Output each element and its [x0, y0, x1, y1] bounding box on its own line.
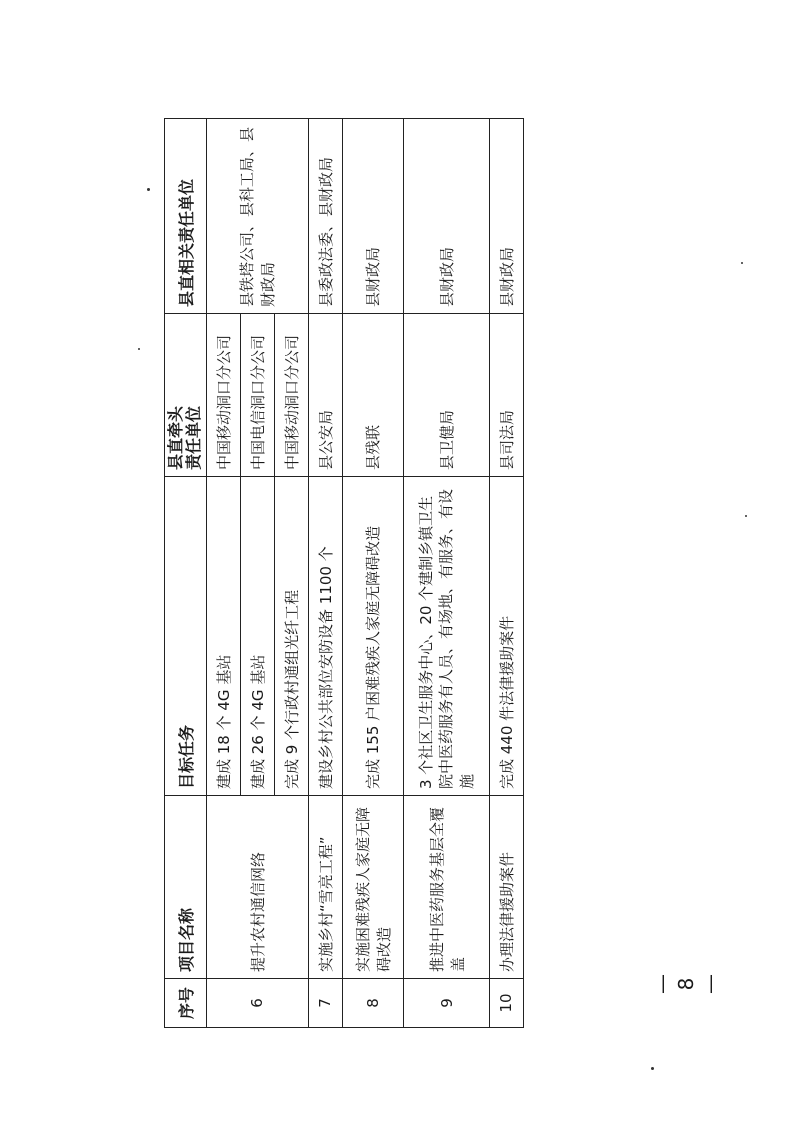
row-task: 完成 9 个行政村通组光纤工程 [274, 477, 308, 796]
table-header-row [165, 119, 207, 1028]
row-task: 完成 155 户困难残疾人家庭无障碍改造 [342, 477, 403, 796]
table-row [342, 119, 403, 1028]
row-related-unit: 县委政法委、县财政局 [308, 119, 342, 314]
row-lead-unit: 县司法局 [489, 314, 523, 477]
project-table [164, 118, 524, 1028]
row-lead-unit: 县公安局 [308, 314, 342, 477]
row-related-unit: 县财政局 [489, 119, 523, 314]
scan-speck [147, 188, 150, 191]
row-related-unit: 县铁塔公司、县科工局、县财政局 [206, 119, 308, 314]
row-project: 实施困难残疾人家庭无障碍改造 [342, 796, 403, 979]
row-index: 9 [404, 979, 490, 1028]
table-row [489, 119, 523, 1028]
page-number: — 8 — [650, 970, 722, 994]
header-task: 目标任务 [165, 477, 207, 796]
row-project: 办理法律援助案件 [489, 796, 523, 979]
row-related-unit: 县财政局 [404, 119, 490, 314]
row-task: 建成 18 个 4G 基站 [206, 477, 240, 796]
row-index: 8 [342, 979, 403, 1028]
table-row [308, 119, 342, 1028]
row-index: 6 [206, 979, 308, 1028]
row-lead-unit: 县卫健局 [404, 314, 490, 477]
scan-speck [138, 348, 140, 350]
row-project: 实施乡村“雪亮工程” [308, 796, 342, 979]
row-project: 推进中医药服务基层全覆盖 [404, 796, 490, 979]
table-row [404, 119, 490, 1028]
row-related-unit: 县财政局 [342, 119, 403, 314]
header-lead-unit: 县直牵头 责任单位 [165, 314, 207, 477]
row-task: 建成 26 个 4G 基站 [240, 477, 274, 796]
header-index: 序号 [165, 979, 207, 1028]
row-project: 提升农村通信网络 [206, 796, 308, 979]
rotated-table-sheet [164, 118, 524, 1028]
row-lead-unit: 县残联 [342, 314, 403, 477]
row-lead-unit: 中国移动洞口分公司 [274, 314, 308, 477]
scan-speck [741, 262, 743, 264]
row-task: 完成 440 件法律援助案件 [489, 477, 523, 796]
row-index: 10 [489, 979, 523, 1028]
row-lead-unit: 中国移动洞口分公司 [206, 314, 240, 477]
table-row [206, 119, 240, 1028]
scan-speck [745, 515, 747, 517]
row-index: 7 [308, 979, 342, 1028]
header-related-unit: 县直相关责任单位 [165, 119, 207, 314]
row-task: 3 个社区卫生服务中心、20 个建制乡镇卫生院中医药服务有人员、有场地、有服务、有设施 [404, 477, 490, 796]
header-project: 项目名称 [165, 796, 207, 979]
row-task: 建设乡村公共部位安防设备 1100 个 [308, 477, 342, 796]
row-lead-unit: 中国电信洞口分公司 [240, 314, 274, 477]
scan-speck [651, 1067, 654, 1070]
